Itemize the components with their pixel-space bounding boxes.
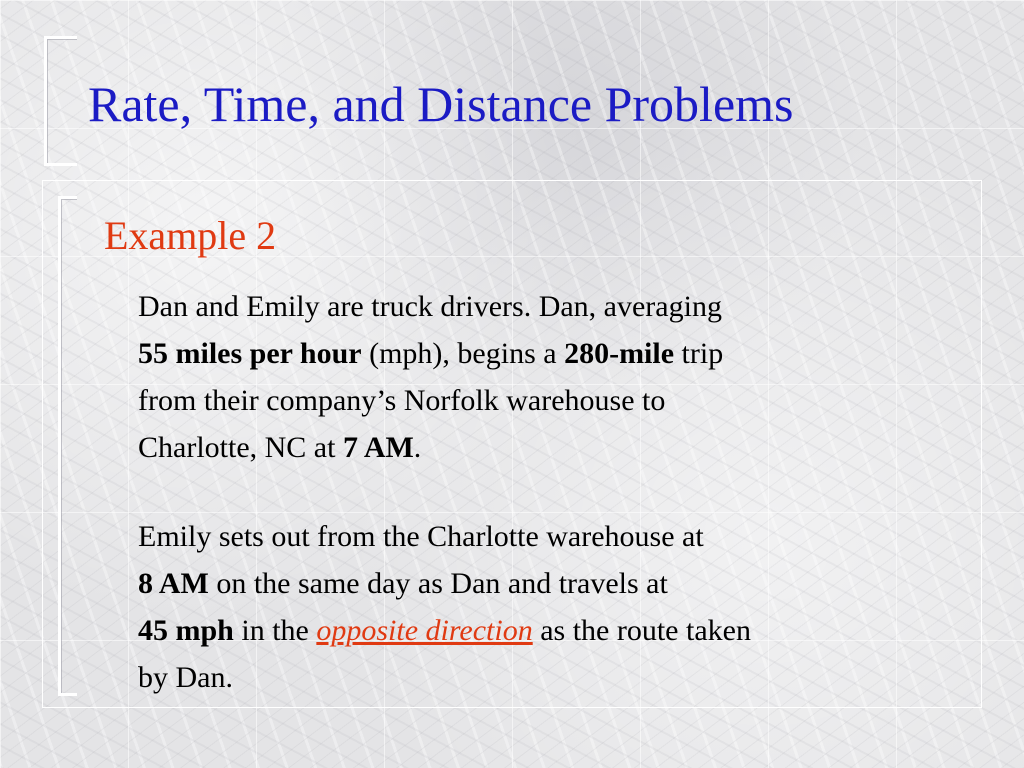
dan-speed: 55 miles per hour [138,337,362,370]
text-span: on the same day as Dan and travels at [208,567,668,600]
problem-paragraph-2 [138,513,751,701]
problem-paragraph-1 [138,283,723,471]
content-bracket-decoration [58,196,77,696]
example-heading: Example 2 [104,213,277,258]
emily-speed: 45 mph [138,614,234,647]
trip-distance: 280-mile [564,337,675,370]
text-span: in the [233,614,317,647]
text-span: from their company’s Norfolk warehouse to [138,384,666,417]
text-span: trip [674,337,724,370]
title-bracket-decoration [44,36,77,166]
dan-start-time: 7 AM [342,431,414,464]
paragraph-2-line-3 [138,607,751,654]
emily-start-time: 8 AM [138,567,209,600]
paragraph-1-line-1 [138,283,723,330]
paragraph-1-line-4 [138,424,723,471]
paragraph-1-line-2 [138,330,723,377]
text-span: Charlotte, NC at [138,431,343,464]
slide-title: Rate, Time, and Distance Problems [88,76,794,132]
paragraph-1-line-3 [138,377,723,424]
opposite-direction-emphasis: opposite direction [316,614,533,647]
paragraph-2-line-1 [138,513,751,560]
paragraph-2-line-2 [138,560,751,607]
text-span: (mph), begins a [361,337,565,370]
text-span: as the route taken [532,614,751,647]
text-span: . [413,431,422,464]
text-span: by Dan. [138,661,233,694]
text-span: Dan and Emily are truck drivers. Dan, averaging [138,290,722,323]
paragraph-2-line-4 [138,654,751,701]
text-span: Emily sets out from the Charlotte warehouse at [138,520,704,553]
